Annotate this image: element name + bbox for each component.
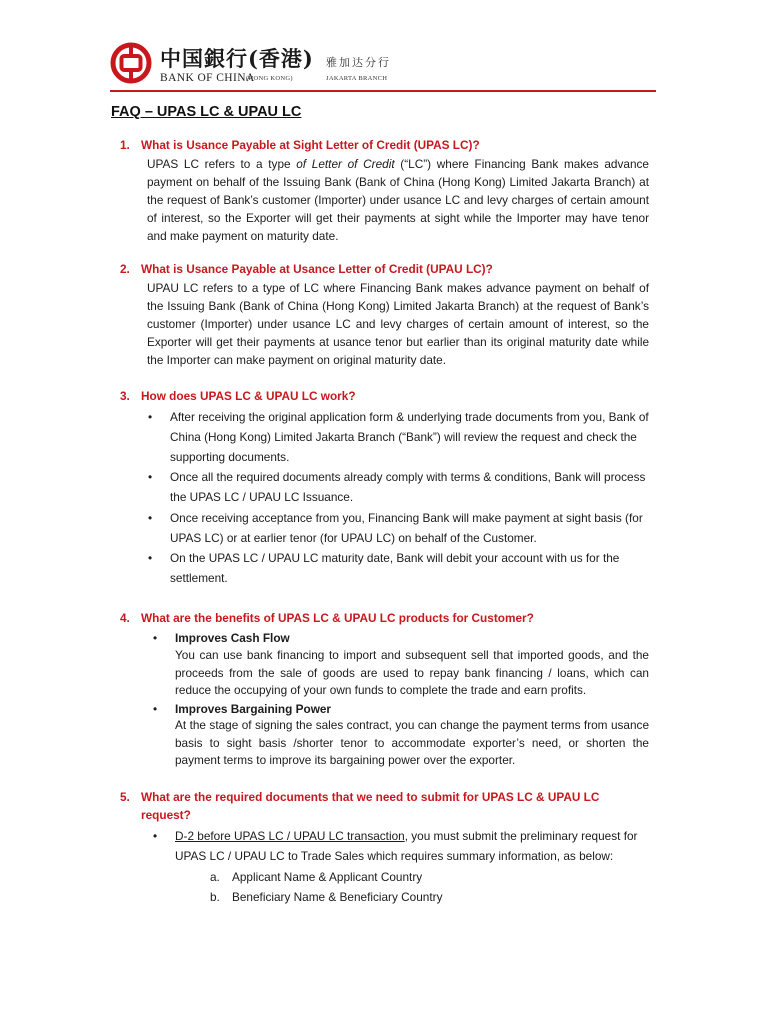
branch-name-chinese: 雅加达分行 — [326, 56, 391, 69]
list-item-text: Applicant Name & Applicant Country — [232, 870, 423, 884]
answer-1 — [147, 155, 649, 245]
benefit-description: You can use bank financing to import and subsequent sell that imported goods, and the proceeds from the sale of goods are used to repay bank financing / loans, which can reduce the occupying of your own funds to complete the trade and earn profits. — [175, 648, 649, 697]
bank-region-english: (HONG KONG) — [246, 75, 293, 82]
page-title: FAQ – UPAS LC & UPAU LC — [111, 104, 302, 120]
letterhead — [110, 40, 656, 92]
list-item-text: Once all the required documents already comply with terms & conditions, Bank will process the UPAS LC / UPAU LC Issuance. — [170, 470, 646, 504]
list-item — [148, 467, 650, 507]
list-item — [148, 508, 650, 548]
question-number: 5. — [120, 790, 130, 804]
question-2 — [120, 260, 650, 278]
answer-text: (“LC”) where Financing Bank makes advance payment on behalf of the Issuing Bank (Bank of China (Hong Kong) Limited Jakarta Branch) at the request of Bank’s customer (Importer) under usance LC and levy charges of certain amount of interest, so the Exporter will get their payments at sight while the Importer may have tenor and make payment on maturity date. — [147, 157, 649, 243]
question-number: 2. — [120, 262, 130, 276]
question-text: How does UPAS LC & UPAU LC work? — [141, 389, 356, 403]
benefit-title — [153, 629, 650, 647]
question-number: 4. — [120, 611, 130, 625]
bank-of-china-logo-icon — [110, 42, 152, 84]
list-item — [148, 407, 650, 467]
header-divider — [110, 90, 656, 92]
list-item-text: Beneficiary Name & Beneficiary Country — [232, 890, 443, 904]
bank-name-chinese: 中国銀行(香港) — [160, 46, 314, 71]
benefit-title — [153, 700, 650, 718]
list-item — [148, 548, 650, 588]
list-item-rest: , you must submit the preliminary request for UPAS LC / UPAU LC to Trade Sales which requires summary information, as below: — [175, 829, 638, 863]
list-letter: b. — [210, 890, 220, 904]
question-number: 1. — [120, 138, 130, 152]
bullet-icon: • — [148, 470, 153, 484]
question-5 — [120, 788, 650, 824]
bullet-icon: • — [148, 410, 153, 424]
question-text: What are the required documents that we need to submit for UPAS LC & UPAU LC request? — [141, 790, 600, 822]
answer-italic-term: of Letter of Credit — [296, 157, 395, 171]
bullet-icon: • — [153, 829, 158, 843]
benefit-description: At the stage of signing the sales contract, you can change the payment terms from usance basis to sight basis /shorter tenor to accommodate exporter’s need, or shorten the payment terms to improve its bargaining power over the exporter. — [175, 718, 649, 767]
bank-name-english: BANK OF CHINA — [160, 72, 255, 84]
list-item-text: On the UPAS LC / UPAU LC maturity date, Bank will debit your account with us for the settlement. — [170, 551, 620, 585]
list-item — [153, 826, 650, 866]
list-item-text — [175, 826, 650, 866]
list-letter: a. — [210, 870, 220, 884]
question-text: What is Usance Payable at Usance Letter of Credit (UPAU LC)? — [141, 262, 493, 276]
bullet-icon: • — [153, 631, 158, 645]
deadline-text: D-2 before UPAS LC / UPAU LC transaction — [175, 829, 405, 843]
answer-2: UPAU LC refers to a type of LC where Financing Bank makes advance payment on behalf of the Issuing Bank (Bank of China (Hong Kong) Limited Jakarta Branch) at the request of Bank’s customer (Importer) under usance LC and levy charges of certain amount of interest, so the Exporter will get their payments at usance tenor but earlier than its original maturity date while the Importer can make payment on original maturity date. — [147, 281, 649, 367]
bullet-icon: • — [148, 551, 153, 565]
list-item — [210, 887, 650, 907]
question-text: What is Usance Payable at Sight Letter of Credit (UPAS LC)? — [141, 138, 480, 152]
bullet-icon: • — [153, 702, 158, 716]
list-item-text: After receiving the original application form & underlying trade documents from you, Bank of China (Hong Kong) Limited Jakarta Branch (“Bank”) will review the request and check the supporting documents. — [170, 410, 649, 464]
list-item-text: Once receiving acceptance from you, Financing Bank will make payment at sight basis (for UPAS LC) or at earlier tenor (for UPAU LC) on behalf of the Customer. — [170, 511, 643, 545]
benefit-title-text: Improves Cash Flow — [175, 631, 290, 645]
branch-name-english: JAKARTA BRANCH — [326, 75, 388, 82]
question-3 — [120, 387, 650, 405]
bullet-icon: • — [148, 511, 153, 525]
question-4 — [120, 609, 650, 627]
question-text: What are the benefits of UPAS LC & UPAU LC products for Customer? — [141, 611, 534, 625]
list-item — [210, 867, 650, 887]
question-1 — [120, 136, 650, 154]
question-number: 3. — [120, 389, 130, 403]
benefit-title-text: Improves Bargaining Power — [175, 702, 332, 716]
answer-text: UPAS LC refers to a type — [147, 157, 297, 171]
